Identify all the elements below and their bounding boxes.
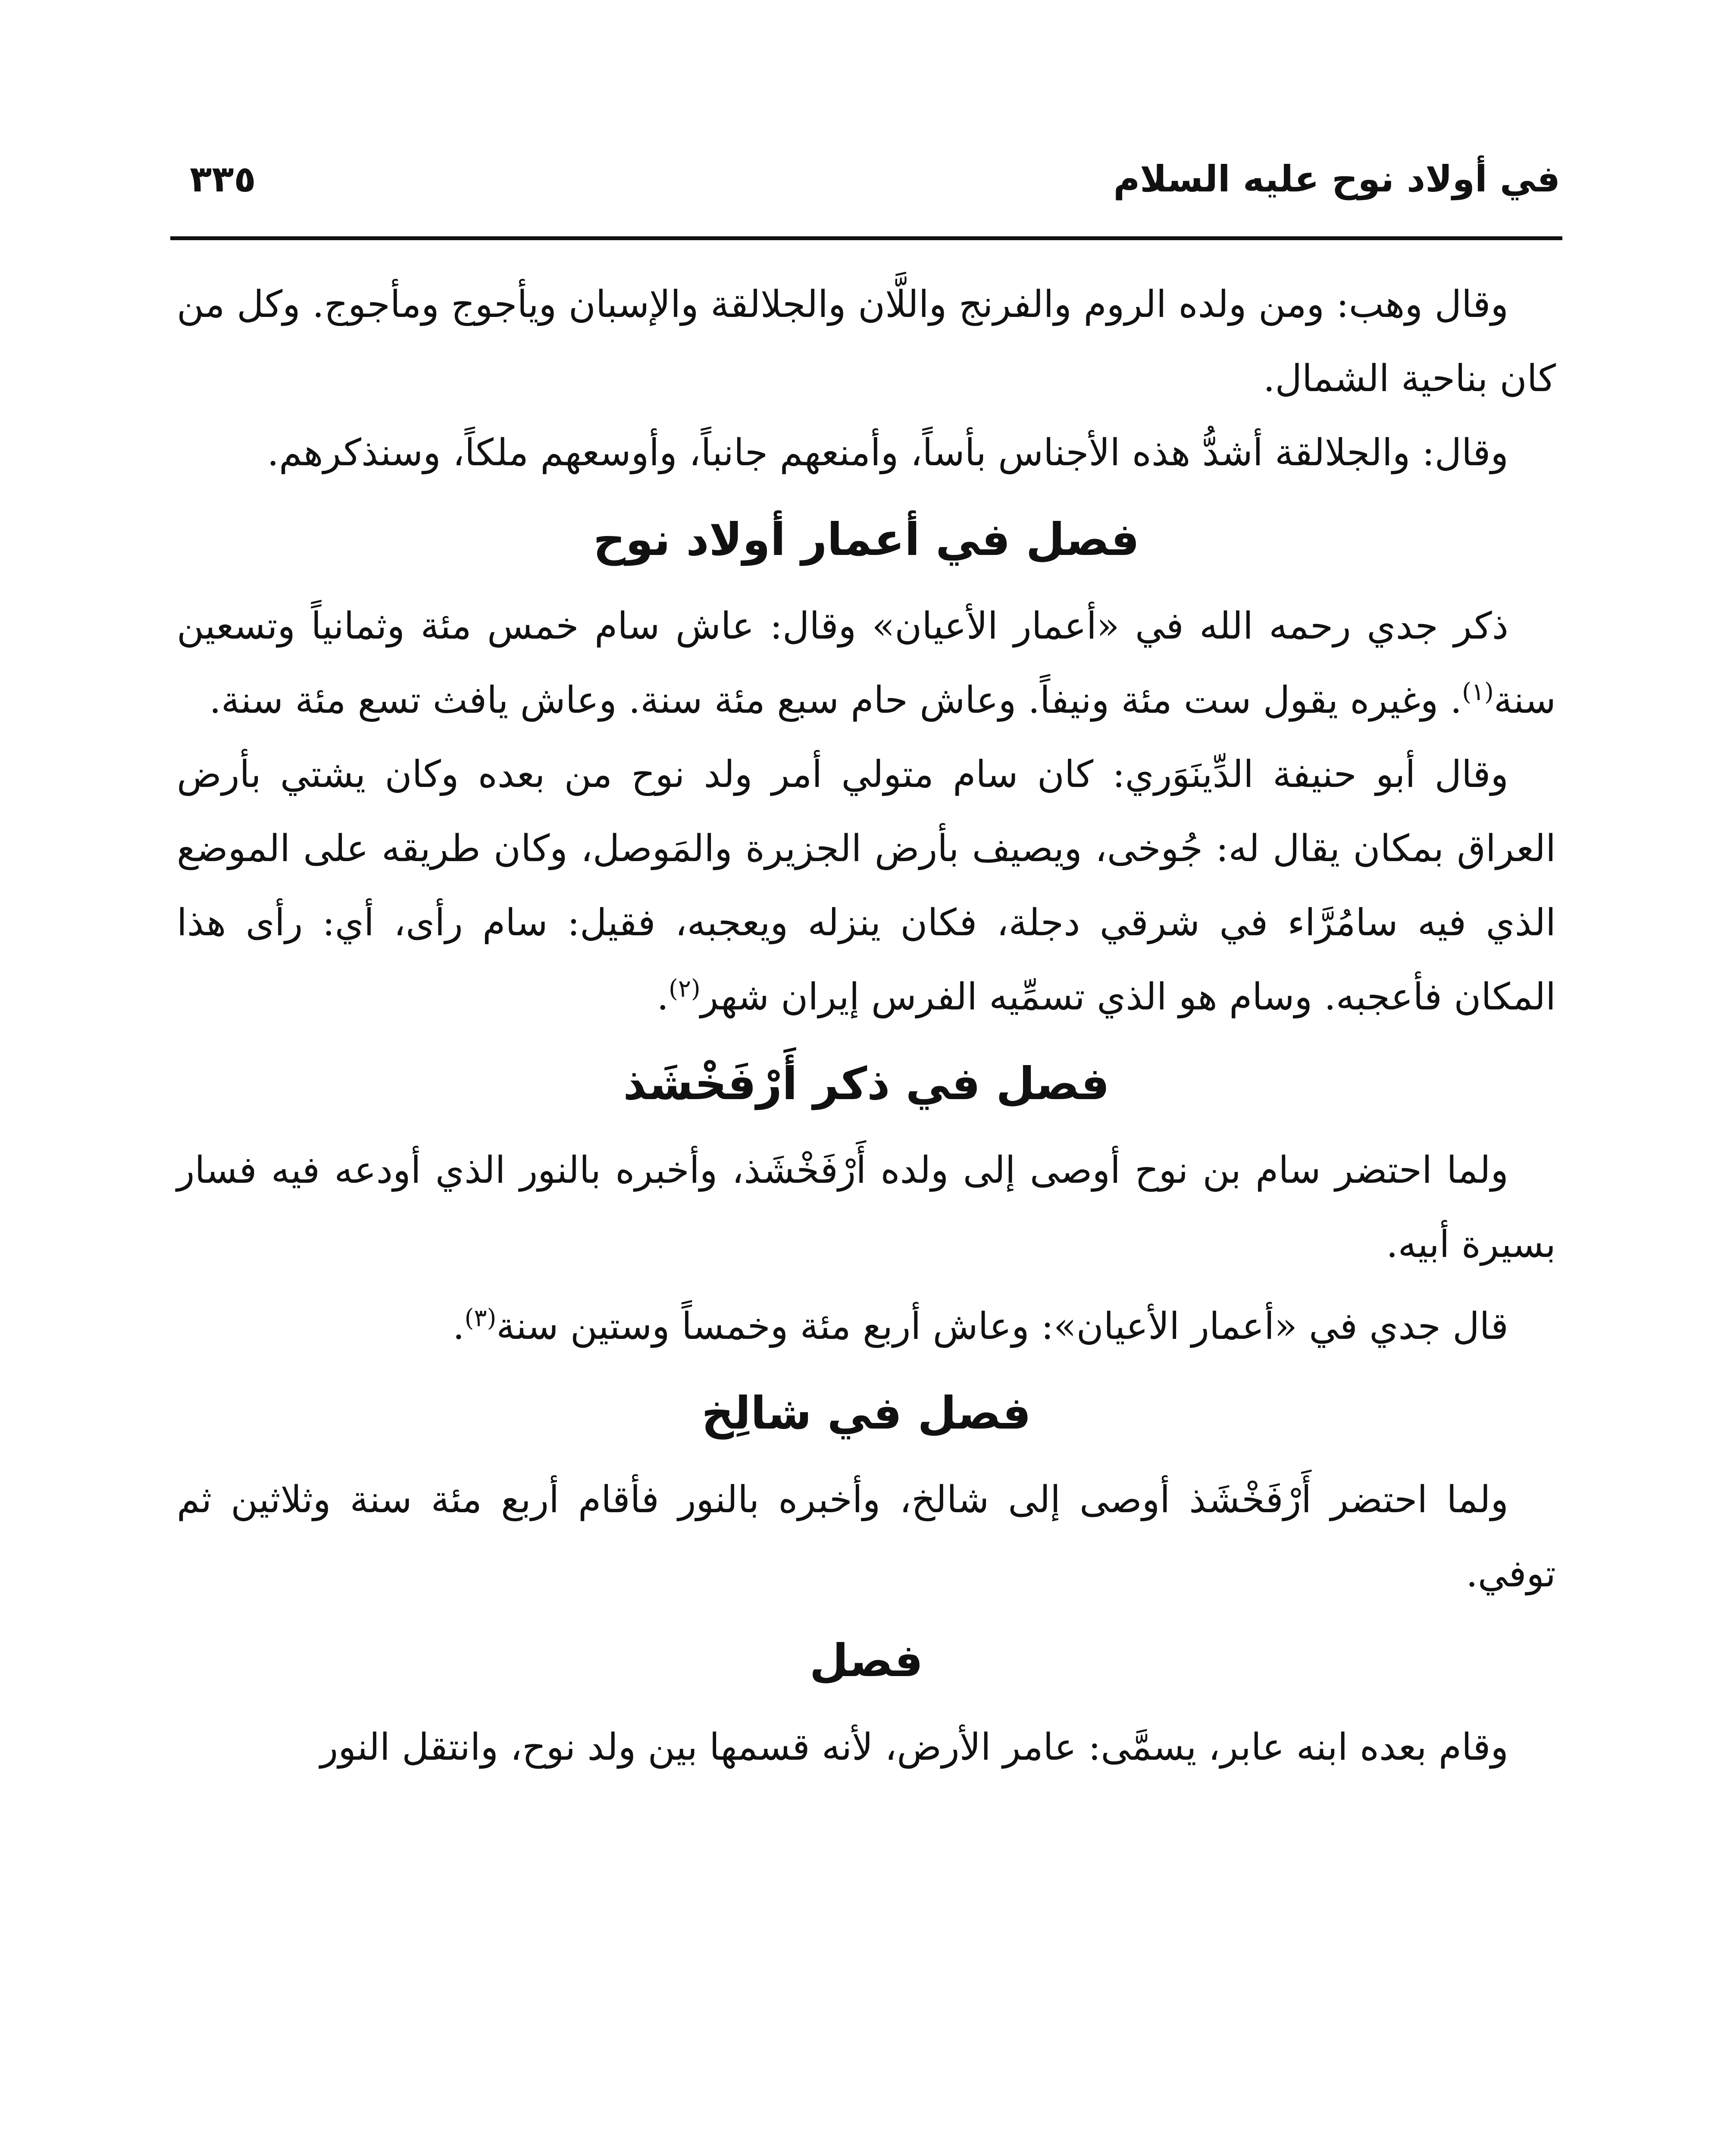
- paragraph: وقال وهب: ومن ولده الروم والفرنج واللَّان والجلالقة والإسبان ويأجوج ومأجوج. وكل من كان بناحية الشمال.: [177, 283, 1556, 400]
- section-heading: فصل في ذكر أَرْفَخْشَذ: [623, 1057, 1110, 1110]
- paragraph-text: . وغيره يقول ست مئة ونيفاً. وعاش حام سبع مئة سنة. وعاش يافث تسع مئة سنة.: [209, 679, 1462, 722]
- paragraph: ولما احتضر سام بن نوح أوصى إلى ولده أَرْفَخْشَذ، وأخبره بالنور الذي أودعه فيه فسار بسيرة أبيه.: [177, 1149, 1556, 1266]
- header-rule: [170, 236, 1562, 240]
- footnote-reference[interactable]: (٣): [464, 1304, 497, 1332]
- running-title: في أولاد نوح عليه السلام: [1113, 158, 1560, 200]
- paragraph: ولما احتضر أَرْفَخْشَذ أوصى إلى شالخ، وأخبره بالنور فأقام أربع مئة سنة وثلاثين ثم توفي.: [177, 1478, 1556, 1595]
- paragraph: وقال: والجلالقة أشدُّ هذه الأجناس بأساً، وأمنعهم جانباً، وأوسعهم ملكاً، وسنذكرهم.: [267, 431, 1508, 474]
- section-heading: فصل في أعمار أولاد نوح: [593, 513, 1140, 566]
- running-header: [172, 142, 1560, 207]
- section-heading: فصل في شالِخ: [701, 1387, 1031, 1439]
- paragraph-text: .: [657, 975, 669, 1018]
- paragraph-text: قال جدي في «أعمار الأعيان»: وعاش أربع مئة وخمساً وستين سنة: [496, 1305, 1508, 1348]
- paragraph: [177, 737, 1556, 1034]
- paragraph: [177, 1289, 1556, 1363]
- paragraph-text: وقال أبو حنيفة الدِّينَوَري: كان سام متولي أمر ولد نوح من بعده وكان يشتي بأرض العراق بمكان يقال له: جُوخى، ويصيف بأرض الجزيرة والمَوصل، وكان طريقه على الموضع الذي فيه سامُرَّاء في شرقي دجلة، فكان ينزله ويعجبه، فقيل: سام رأى، أي: رأى هذا المكان فأعجبه. وسام هو الذي تسمِّيه الفرس إيران شهر: [177, 753, 1556, 1018]
- section-heading: فصل: [809, 1634, 923, 1687]
- paragraph-text: .: [453, 1305, 465, 1348]
- paragraph: [177, 589, 1556, 737]
- footnote-reference[interactable]: (١): [1462, 678, 1494, 706]
- paragraph-text: ذكر جدي رحمه الله في «أعمار الأعيان» وقال: عاش سام خمس مئة وثمانياً وتسعين سنة: [177, 605, 1556, 722]
- page-number: ٣٣٥: [190, 158, 256, 200]
- paragraph: وقام بعده ابنه عابر، يسمَّى: عامر الأرض، لأنه قسمها بين ولد نوح، وانتقل النور: [320, 1726, 1508, 1769]
- main-text: [177, 267, 1556, 1784]
- footnote-reference[interactable]: (٢): [668, 975, 701, 1003]
